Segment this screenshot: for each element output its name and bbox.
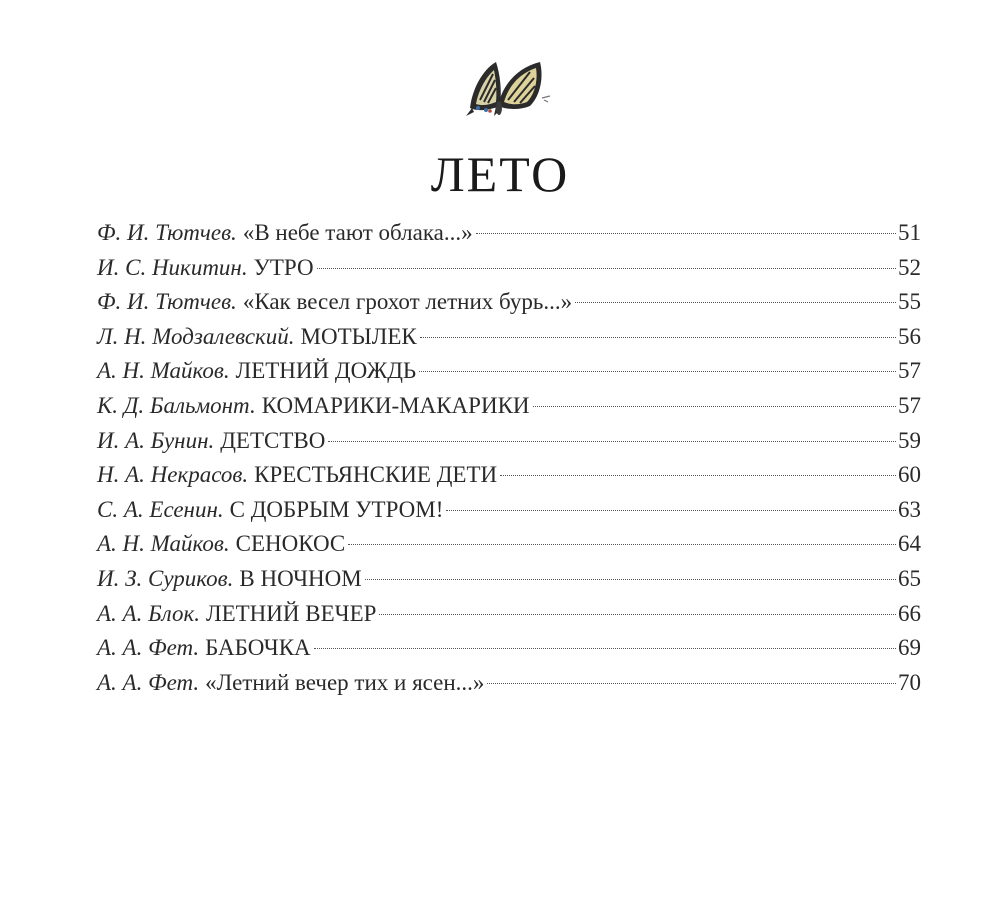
toc-page-number: 70	[898, 669, 921, 695]
toc-title: КОМАРИКИ-МАКАРИКИ	[261, 392, 530, 418]
dot-leader	[575, 302, 896, 303]
toc-title: СЕНОКОС	[235, 531, 346, 557]
toc-title: УТРО	[253, 254, 314, 280]
toc-title: С ДОБРЫМ УТРОМ!	[229, 496, 444, 522]
toc-entry[interactable]	[97, 597, 921, 632]
dot-leader	[500, 475, 896, 476]
toc-page-number: 57	[898, 358, 921, 384]
toc-author: А. Н. Майков.	[97, 531, 230, 557]
toc-entry[interactable]	[97, 354, 921, 389]
toc-page-number: 66	[898, 600, 921, 626]
dot-leader	[328, 441, 896, 442]
toc-author: Ф. И. Тютчев.	[97, 289, 237, 315]
toc-page-number: 57	[898, 392, 921, 418]
toc-entry[interactable]	[97, 458, 921, 493]
dot-leader	[487, 683, 896, 684]
toc-page-number: 55	[898, 289, 921, 315]
toc-title: БАБОЧКА	[205, 635, 311, 661]
toc-title: «В небе тают облака...»	[242, 220, 473, 245]
toc-entry[interactable]	[97, 493, 921, 528]
toc-entry[interactable]	[97, 562, 921, 597]
toc-page-number: 65	[898, 565, 921, 591]
toc-entry[interactable]	[97, 424, 921, 459]
dot-leader	[348, 544, 896, 545]
toc-title: «Как весел грохот летних бурь...»	[242, 289, 573, 315]
toc-entry[interactable]	[97, 631, 921, 666]
toc-page-number: 64	[898, 531, 921, 557]
toc-entry[interactable]	[97, 251, 921, 286]
toc-page-number: 51	[898, 220, 921, 245]
toc-author: И. А. Бунин.	[97, 427, 215, 453]
toc-page-number: 52	[898, 254, 921, 280]
toc-title: ЛЕТНИЙ ДОЖДЬ	[235, 358, 417, 384]
toc-author: И. С. Никитин.	[97, 254, 248, 280]
toc-author: К. Д. Бальмонт.	[97, 392, 256, 418]
toc-entry[interactable]	[97, 216, 921, 251]
table-of-contents	[97, 216, 921, 700]
dot-leader	[365, 579, 896, 580]
toc-author: А. А. Фет.	[97, 669, 200, 695]
toc-author: А. Н. Майков.	[97, 358, 230, 384]
toc-title: «Летний вечер тих и ясен...»	[205, 669, 485, 695]
dot-leader	[420, 337, 896, 338]
toc-author: Н. А. Некрасов.	[97, 462, 249, 488]
dot-leader	[419, 371, 896, 372]
dot-leader	[379, 614, 896, 615]
toc-title: ДЕТСТВО	[220, 427, 326, 453]
toc-entry[interactable]	[97, 527, 921, 562]
toc-author: И. З. Суриков.	[97, 565, 234, 591]
dot-leader	[446, 510, 896, 511]
toc-page-number: 56	[898, 323, 921, 349]
toc-title: КРЕСТЬЯНСКИЕ ДЕТИ	[254, 462, 498, 488]
toc-title: ЛЕТНИЙ ВЕЧЕР	[205, 600, 377, 626]
dot-leader	[476, 233, 896, 234]
toc-page-number: 69	[898, 635, 921, 661]
toc-page-number: 59	[898, 427, 921, 453]
toc-author: Л. Н. Модзалевский.	[97, 323, 295, 349]
toc-author: Ф. И. Тютчев.	[97, 220, 237, 245]
toc-entry[interactable]	[97, 389, 921, 424]
toc-entry[interactable]	[97, 285, 921, 320]
toc-entry[interactable]	[97, 666, 921, 701]
toc-author: А. А. Блок.	[97, 600, 200, 626]
section-title: ЛЕТО	[430, 146, 570, 202]
toc-entry[interactable]	[97, 320, 921, 355]
dot-leader	[317, 268, 896, 269]
dot-leader	[533, 406, 896, 407]
toc-author: А. А. Фет.	[97, 635, 200, 661]
toc-title: МОТЫЛЕК	[300, 323, 417, 349]
butterfly-icon	[460, 56, 560, 120]
toc-page-number: 60	[898, 462, 921, 488]
toc-title: В НОЧНОМ	[239, 565, 362, 591]
toc-author: С. А. Есенин.	[97, 496, 224, 522]
dot-leader	[314, 648, 896, 649]
toc-page-number: 63	[898, 496, 921, 522]
